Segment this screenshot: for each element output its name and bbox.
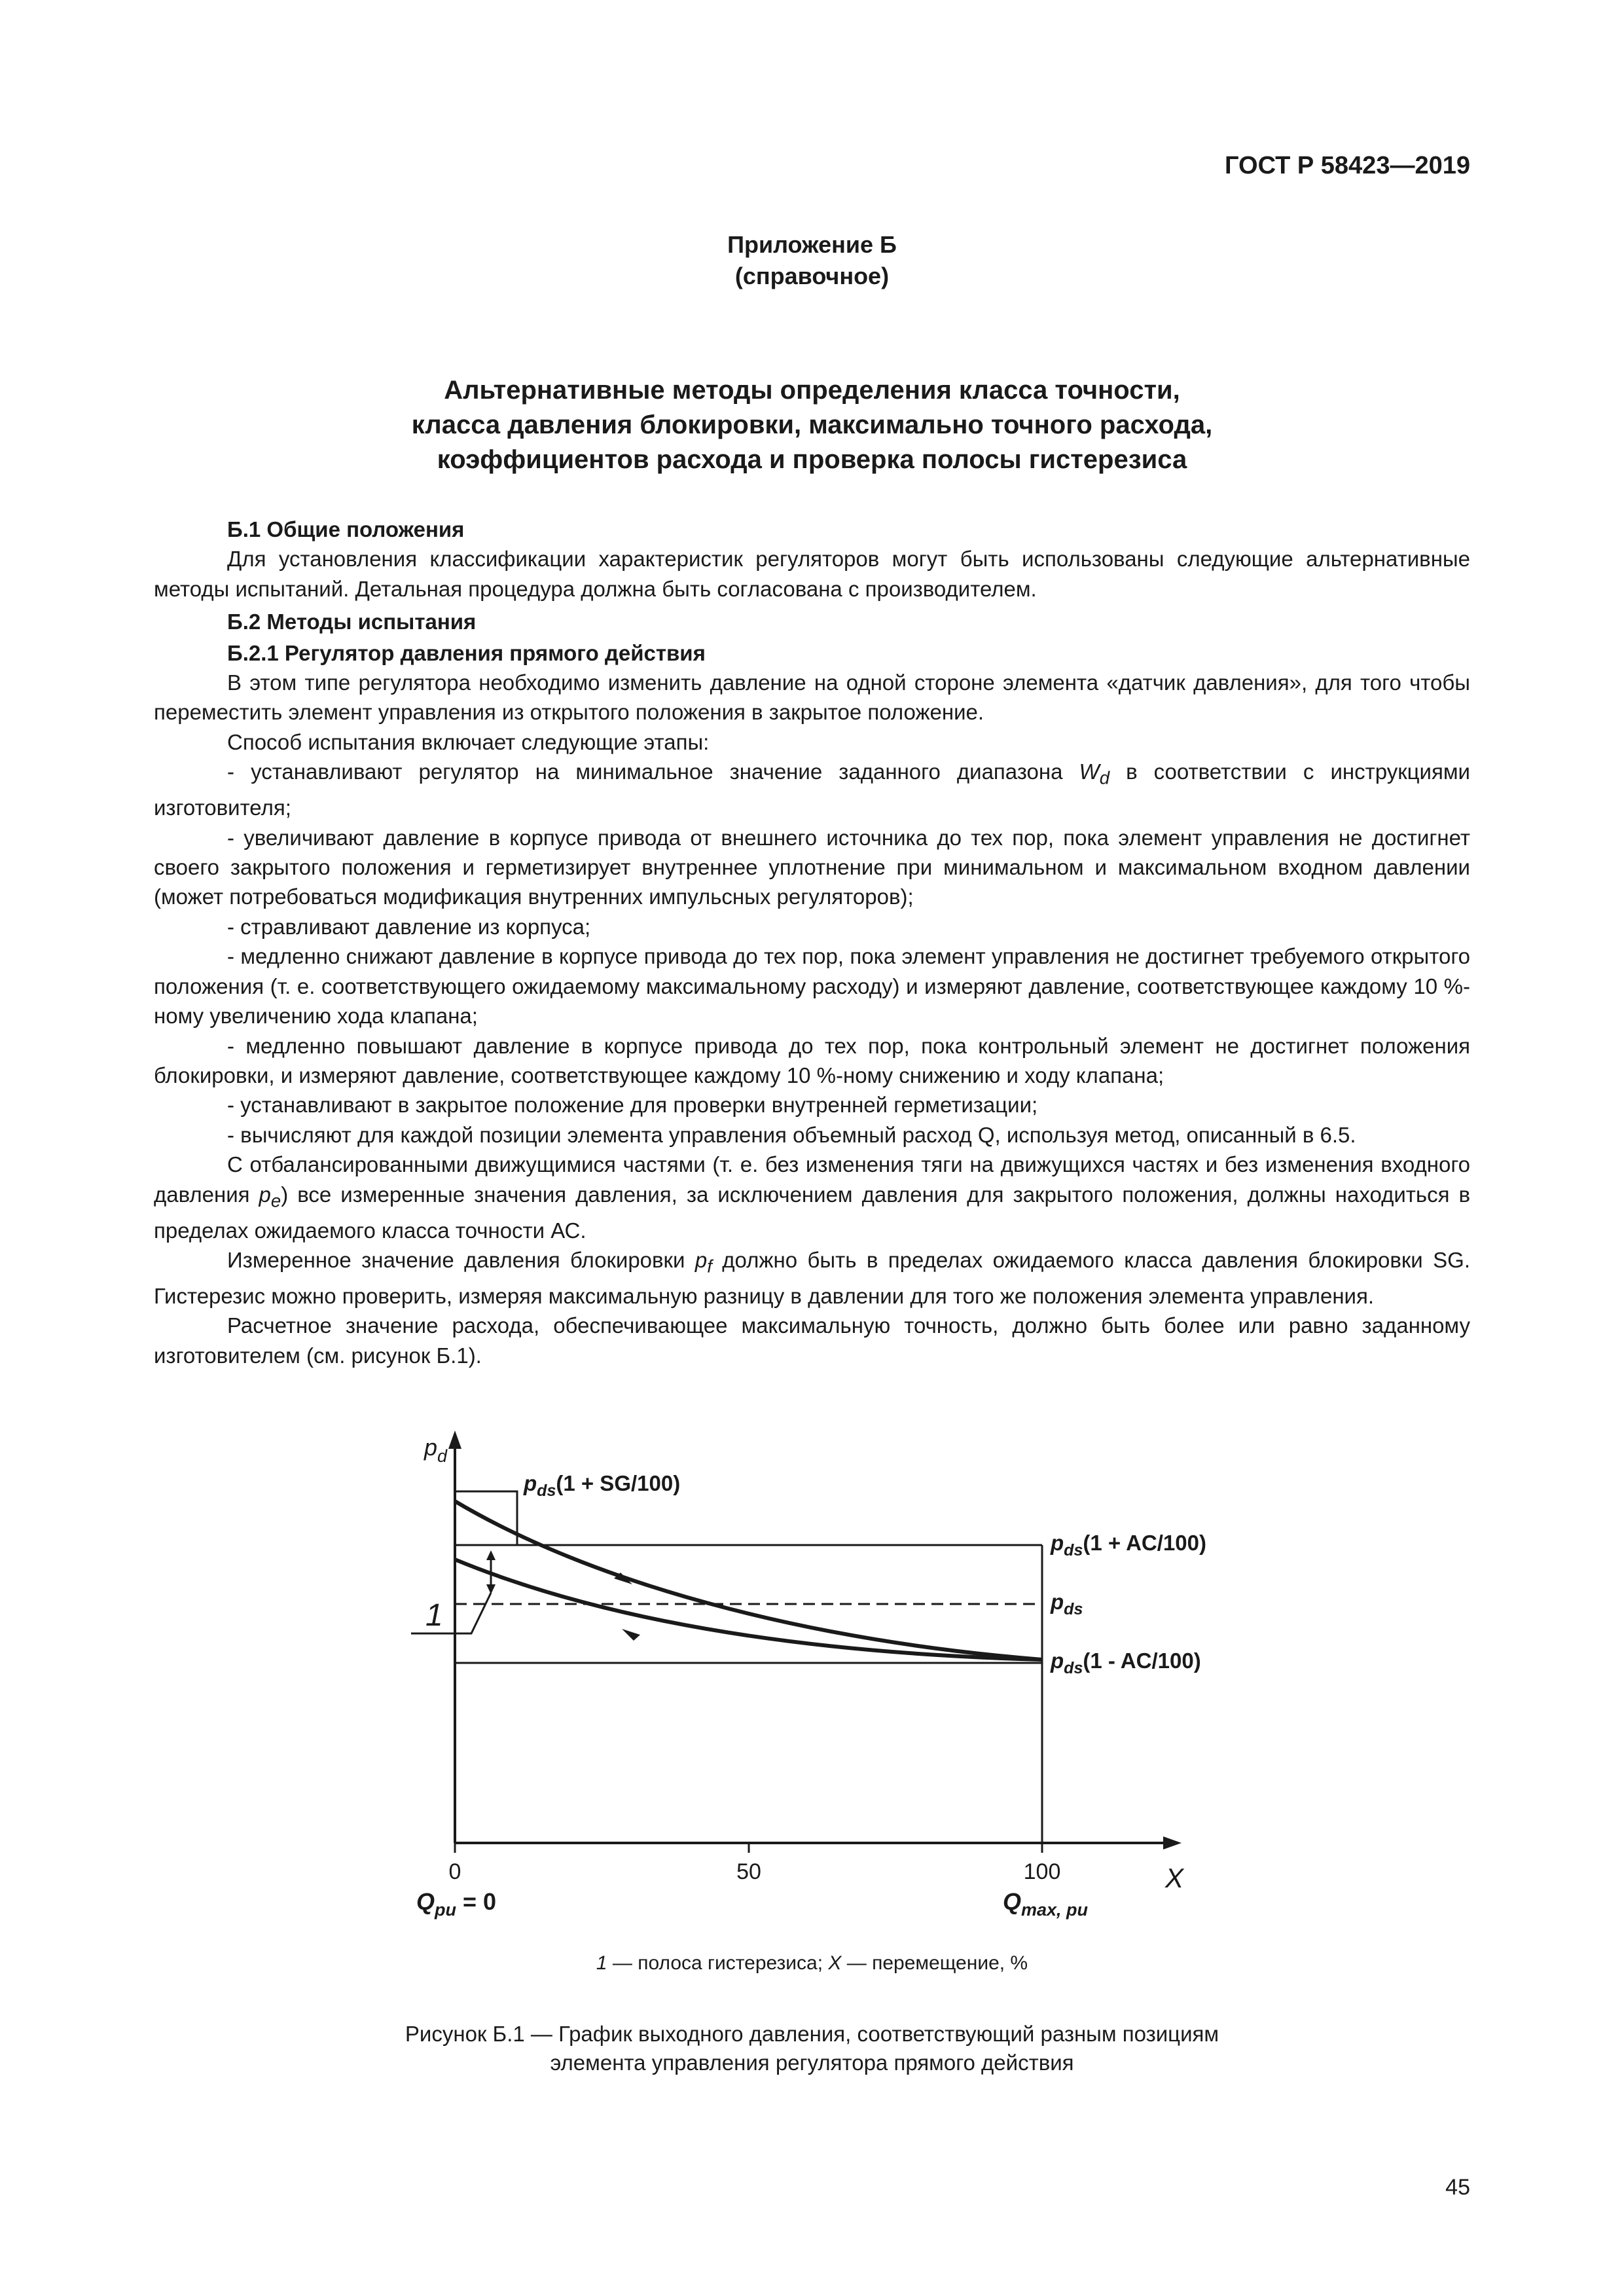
ac-upper-label: $p_{ds}(1 + AC/100)$ (1051, 1531, 1206, 1559)
rising-curve (455, 1559, 1042, 1660)
page-number: 45 (1445, 2175, 1470, 2200)
x-tick-label-50: 50 (736, 1859, 761, 1884)
balanced-parts-paragraph: С отбалансированными движущимися частями (т. е. без изменения тяги на движущихся частях и без изменения входного давления $p_e$) все измеренные значения давления, за исключением давления для закрытого положения, должны находиться в пределах ожидаемого класса точности АС. (154, 1152, 1471, 1243)
title-line-1: Альтернативные методы определения класса точности, (444, 376, 1180, 405)
steps-intro: Способ испытания включает следующие этапы: (227, 729, 710, 754)
y-axis-label: $p_d$ (424, 1434, 448, 1466)
figure-caption (0, 2020, 1624, 2077)
pds-label: $p_{ds}$ (1051, 1590, 1083, 1618)
step-5: - медленно повышают давление в корпусе привода до тех пор, пока контрольный элемент не достигнет положения блокировки, и измеряют давление, соответствующее каждому 10 %-ному снижению и ходу клапана; (154, 1033, 1470, 1087)
callout-label: 1 (425, 1598, 443, 1633)
section-b21-heading: Б.2.1 Регулятор давления прямого действия (227, 640, 706, 665)
direction-arrow-lower (622, 1629, 640, 1641)
x-tick-label-100: 100 (1023, 1859, 1061, 1884)
caption-line-2: элемента управления регулятора прямого действия (550, 2050, 1074, 2075)
step-6: - устанавливают в закрытое положение для проверки внутренней герметизации; (227, 1093, 1038, 1118)
body-text (154, 515, 1470, 1370)
ac-lower-label: $p_{ds}(1 - AC/100)$ (1051, 1649, 1201, 1677)
pressure-diagram (406, 1424, 1270, 1922)
section-b1-heading: Б.1 Общие положения (227, 517, 465, 541)
standard-number: ГОСТ Р 58423—2019 (1225, 152, 1470, 179)
step-3: - стравливают давление из корпуса; (227, 914, 591, 939)
hysteresis-arrow-up (486, 1550, 496, 1560)
q-right-label: $Q_{max, pu}$ (1003, 1888, 1089, 1920)
y-axis-arrow (448, 1430, 461, 1449)
appendix-subtitle: (справочное) (734, 263, 890, 289)
step-7: - вычисляют для каждой позиции элемента управления объемный расход Q, используя метод, описанный в 6.5. (227, 1122, 1356, 1147)
appendix-heading (0, 229, 1624, 292)
caption-line-1: Рисунок Б.1 — График выходного давления, соответствующий разным позициям (405, 2022, 1219, 2046)
step-1: - устанавливают регулятор на минимальное значение заданного диапазона $W_d$ в соответствии с инструкциями изготовителя; (154, 759, 1470, 820)
hysteresis-arrow-down (486, 1584, 496, 1594)
title-line-2: класса давления блокировки, максимально точного расхода, (411, 410, 1213, 439)
figure-legend: 1 — полоса гистерезиса; X — перемещение, % (596, 1952, 1028, 1974)
step-4: - медленно снижают давление в корпусе привода до тех пор, пока элемент управления не достигнет требуемого открытого положения (т. е. соответствующего ожидаемому максимальному расходу) и измеряют давление, соответствующее каждому 10 %-ному увеличению хода клапана; (154, 944, 1470, 1029)
callout-leader (411, 1593, 491, 1633)
title-line-3: коэффициентов расхода и проверка полосы гистерезиса (437, 445, 1187, 474)
x-axis-arrow (1163, 1836, 1182, 1850)
document-title (0, 373, 1624, 477)
lockup-paragraph: Измеренное значение давления блокировки $p_f$ должно быть в пределах ожидаемого класса давления блокировки SG. Гистерезис можно проверить, измеряя максимальную разницу в давлении для того же положения элемента управления. (154, 1247, 1470, 1308)
x-tick-label-0: 0 (448, 1859, 461, 1884)
section-b2-heading: Б.2 Методы испытания (227, 610, 477, 634)
sg-label: $p_{ds}(1 + SG/100)$ (524, 1471, 681, 1500)
appendix-title: Приложение Б (727, 231, 897, 258)
section-b1-text: Для установления классификации характеристик регуляторов могут быть использованы следующие альтернативные методы испытаний. Детальная процедура должна быть согласована с производителем. (154, 547, 1470, 601)
b21-intro: В этом типе регулятора необходимо изменить давление на одной стороне элемента «датчик давления», для того чтобы переместить элемент управления из открытого положения в закрытое положение. (154, 670, 1470, 725)
step-2: - увеличивают давление в корпусе привода от внешнего источника до тех пор, пока элемент управления не достигнет своего закрытого положения и герметизирует внутреннее уплотнение при минимальном и максимальном входном давлении (может потребоваться модификация внутренних импульсных регуляторов); (154, 825, 1470, 909)
x-axis-label: X (1165, 1863, 1184, 1893)
q-left-label: $Q_{pu} = 0$ (416, 1888, 497, 1920)
flow-paragraph: Расчетное значение расхода, обеспечивающее максимальную точность, должно быть более или равно заданному изготовителем (см. рисунок Б.1). (154, 1313, 1470, 1368)
